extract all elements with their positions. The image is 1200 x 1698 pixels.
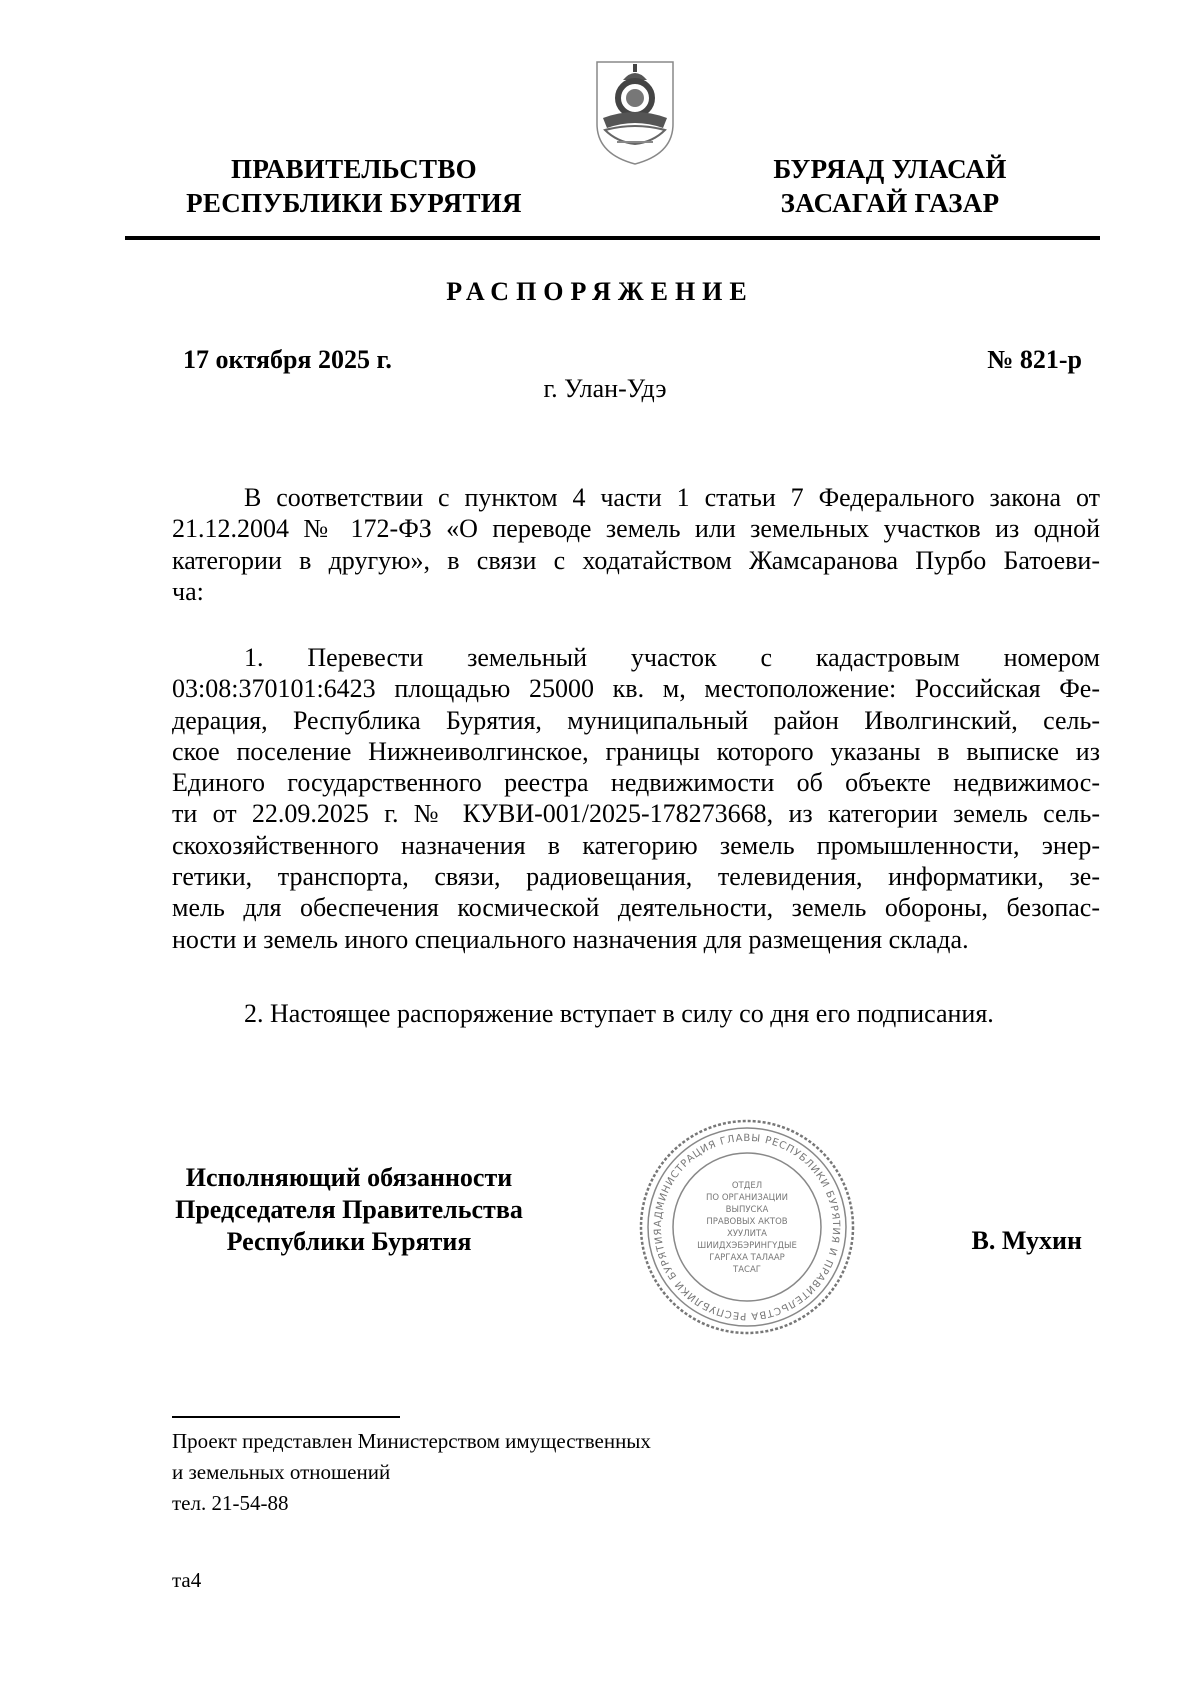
- stamp-ring-text: АДМИНИСТРАЦИЯ ГЛАВЫ РЕСПУБЛИКИ БУРЯТИЯ И ПРАВИТЕЛЬСТВА РЕСПУБЛИКИ БУРЯТИЯ: [652, 1132, 842, 1322]
- item-1-line: ское поселение Нижнеиволгинское, границы которого указаны в выписке из: [172, 736, 1100, 766]
- signatory-title-line1: Исполняющий обязанности: [185, 1163, 513, 1192]
- preamble-line: категории в другую», в связи с ходатайством Жамсаранова Пурбо Батоеви-: [172, 545, 1100, 575]
- header-right-line2: ЗАСАГАЙ ГАЗАР: [780, 188, 1000, 218]
- item-1-line: гетики, транспорта, связи, радиовещания, телевидения, информатики, зе-: [172, 862, 1100, 892]
- svg-text:АДМИНИСТРАЦИЯ ГЛАВЫ РЕСПУБЛИКИ: [653, 1133, 841, 1321]
- stamp-center-line: ШИИДХЭБЭРИНГҮДЫЕ: [697, 1241, 797, 1251]
- item-1-line: 1. Перевести земельный участок с кадастровым номером: [244, 643, 1100, 672]
- item-1-line: ти от 22.09.2025 г. № КУВИ-001/2025-178273668, из категории земель сель-: [172, 799, 1100, 829]
- stamp-center-line: ПО ОРГАНИЗАЦИИ: [706, 1193, 788, 1203]
- item-1-line: Единого государственного реестра недвижимости об объекте недвижимос-: [172, 768, 1100, 798]
- item-2-line: 2. Настоящее распоряжение вступает в силу со дня его подписания.: [244, 999, 994, 1028]
- document-code: та4: [172, 1568, 202, 1592]
- header-right-line1: БУРЯАД УЛАСАЙ: [773, 154, 1007, 184]
- footer-divider: [172, 1416, 400, 1418]
- header-left: [150, 152, 558, 220]
- stamp-center-line: ВЫПУСКА: [725, 1205, 769, 1215]
- item-2: [172, 998, 1100, 1029]
- document-date: 17 октября 2025 г.: [183, 345, 392, 374]
- signatory-name: В. Мухин: [971, 1226, 1082, 1255]
- item-1-line: ности и земель иного специального назначения для размещения склада.: [172, 924, 969, 954]
- footer-line1: Проект представлен Министерством имущественных: [172, 1429, 651, 1453]
- preamble-line: 21.12.2004 № 172-ФЗ «О переводе земель или земельных участков из одной: [172, 514, 1100, 544]
- stamp-center-line: ТАСАГ: [733, 1265, 761, 1275]
- coat-of-arms-emblem: [593, 58, 677, 168]
- stamp-center-line: ОТДЕЛ: [731, 1181, 763, 1191]
- stamp-center-line: ПРАВОВЫХ АКТОВ: [706, 1217, 788, 1227]
- stamp-center-line: ХУУЛИТА: [727, 1229, 767, 1239]
- preamble-line: В соответствии с пунктом 4 части 1 статьи 7 Федерального закона от: [244, 483, 1100, 512]
- document-type: РАСПОРЯЖЕНИЕ: [446, 277, 754, 306]
- header-left-line1: ПРАВИТЕЛЬСТВО: [231, 154, 477, 184]
- header-left-line2: РЕСПУБЛИКИ БУРЯТИЯ: [186, 188, 522, 218]
- document-number: № 821-р: [987, 345, 1082, 374]
- item-1-line: дерация, Республика Бурятия, муниципальный район Иволгинский, сель-: [172, 705, 1100, 735]
- official-stamp: [636, 1116, 858, 1338]
- signatory-title-line3: Республики Бурятия: [226, 1227, 472, 1256]
- header-right: [730, 152, 1050, 220]
- signatory-title: [150, 1162, 548, 1258]
- item-1-line: скохозяйственного назначения в категорию земель промышленности, энер-: [172, 830, 1100, 860]
- footer-line2: и земельных отношений: [172, 1460, 391, 1484]
- preamble: [172, 482, 1100, 607]
- header-divider: [125, 236, 1100, 240]
- item-1: [172, 642, 1100, 955]
- preamble-line: ча:: [172, 576, 204, 606]
- footer-phone: тел. 21-54-88: [172, 1491, 289, 1515]
- item-1-line: 03:08:370101:6423 площадью 25000 кв. м, местоположение: Российская Фе-: [172, 674, 1100, 704]
- footer-note: [172, 1426, 651, 1519]
- item-1-line: мель для обеспечения космической деятельности, земель обороны, безопас-: [172, 893, 1100, 923]
- document-city: г. Улан-Удэ: [543, 374, 667, 403]
- signatory-title-line2: Председателя Правительства: [175, 1195, 523, 1224]
- stamp-center-line: ГАРГАХА ТАЛААР: [709, 1253, 785, 1263]
